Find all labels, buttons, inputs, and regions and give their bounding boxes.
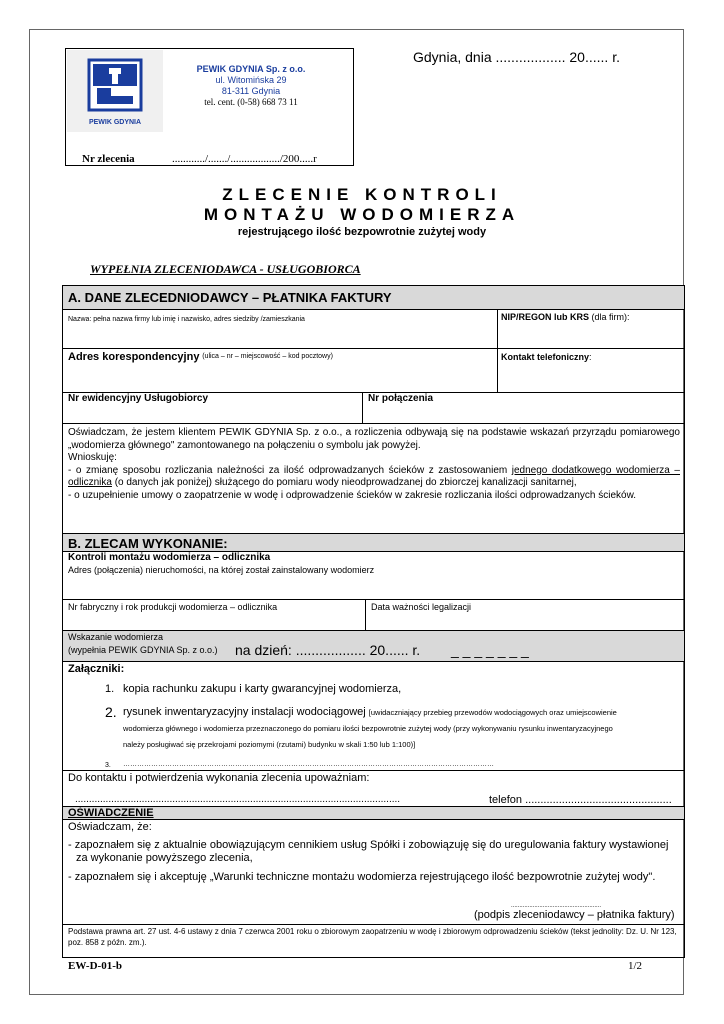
control-title: Kontroli montażu wodomierza – odlicznika <box>68 552 271 563</box>
divider <box>63 599 684 600</box>
contact-phone-field[interactable]: telefon ................................................ <box>489 794 672 806</box>
company-logo <box>67 50 163 132</box>
attachment-number: 1. <box>105 683 115 695</box>
declaration-item: za wykonanie powyższego zlecenia, <box>76 852 253 864</box>
control-subtitle: Adres (połączenia) nieruchomości, na której został zainstalowany wodomierz <box>68 565 375 575</box>
divider <box>63 924 684 925</box>
legalization-date-label: Data ważności legalizacji <box>371 602 472 612</box>
attachment-item: rysunek inwentaryzacyjny instalacji wodociągowej [uwidaczniający przebieg przewodów wodociągowych oraz umiejscowienie <box>123 706 617 718</box>
divider <box>63 348 684 349</box>
address-input[interactable] <box>64 364 496 390</box>
fill-instruction: WYPEŁNIA ZLECENIODAWCA - USŁUGOBIORCA <box>90 262 361 276</box>
page-number: 1/2 <box>628 960 643 972</box>
name-input[interactable] <box>64 323 496 347</box>
meter-reading-label: Wskazanie wodomierza <box>68 632 164 642</box>
company-street: ul. Witomińska 29 <box>215 75 287 85</box>
factory-number-label: Nr fabryczny i rok produkcji wodomierza – odlicznika <box>68 602 278 612</box>
signature-field[interactable]: ...................................................... <box>511 903 602 909</box>
property-address-input[interactable] <box>64 577 683 599</box>
phone-label: Kontakt telefoniczny: <box>501 352 592 362</box>
company-header-box <box>65 48 354 166</box>
document-title-line1: ZLECENIE KONTROLI <box>222 185 502 204</box>
meter-reading-date[interactable]: na dzień: .................. 20...... r. <box>235 642 421 658</box>
declaration-item: - zapoznałem się z aktualnie obowiązującym cennikiem usług Spółki i zobowiązuję się do uregulowania faktury wystawionej <box>68 839 669 851</box>
attachment-blank-field[interactable]: …………………………………………………………………………………………………………………………………………… <box>123 761 494 768</box>
document-title-line2: MONTAŻU WODOMIERZA <box>203 205 521 224</box>
connection-number-label: Nr połączenia <box>368 393 434 404</box>
form-code: EW-D-01-b <box>68 960 122 972</box>
contact-name-field[interactable]: ..................................................................................................................... <box>75 794 401 805</box>
company-address <box>166 64 336 108</box>
order-form <box>62 285 685 958</box>
company-city: 81-311 Gdynia <box>221 86 281 96</box>
divider <box>63 423 684 424</box>
divider <box>63 770 684 771</box>
attachments-title: Załączniki: <box>68 663 125 675</box>
divider <box>365 599 366 630</box>
attachment-note: wodomierza głównego i wodomierza przeznaczonego do pomiaru ilości bezpowrotnie zużytej wody (przy wykonywaniu rysunku inwentaryzacyjnego <box>123 724 613 733</box>
signature-label: (podpis zleceniodawcy – płatnika faktury) <box>474 909 675 921</box>
meter-reading-value[interactable]: _ _ _ _ _ _ _ <box>451 642 529 658</box>
evidence-number-label: Nr ewidencyjny Usługobiorcy <box>68 393 209 404</box>
declaration-heading-row <box>63 807 684 820</box>
declaration-intro: Oświadczam, że: <box>68 821 152 833</box>
legal-basis: Podstawa prawna art. 27 ust. 4-6 ustawy z dnia 7 czerwca 2001 roku o zbiorowym zaopatrzeniu w wodę i zbiorowym odprowadzeniu ścieków (tekst jednolity: Dz. U. Nr 123, poz. 858 z późn. zm.). <box>68 927 677 947</box>
nip-label: NIP/REGON lub KRS (dla firm): <box>501 312 630 322</box>
faucet-logo-icon <box>67 50 163 132</box>
divider <box>362 392 363 423</box>
section-a-heading: A. DANE ZLECEDNIODAWCY – PŁATNIKA FAKTURY <box>63 286 684 310</box>
declaration-text: Oświadczam, że jestem klientem PEWIK GDYNIA Sp. z o.o., a rozliczenia odbywają się na podstawie wskazań przyrządu pomiarowego „wodomierza głównego" zamontowanego na połączeniu o symbolu jak powyżej. Wnioskuję: - o zmianę sposobu rozliczania należności za ilość odprowadzanych ścieków z zastosowaniem jednego dodatkowego wodomierza – odlicznika (o danych jak poniżej) służącego do pomiaru wody nieodprowadzanej do zbiorczej kanalizacji sanitarnej, - o uzupełnienie umowy o zaopatrzenie w wodę i odprowadzenie ścieków w zakresie rozliczania ilości odprowadzanych ścieków. <box>68 427 680 501</box>
meter-reading-note: (wypełnia PEWIK GDYNIA Sp. z o.o.) <box>68 645 218 655</box>
declaration-heading: OŚWIADCZENIE <box>68 807 154 819</box>
divider <box>63 661 684 662</box>
attachment-item: kopia rachunku zakupu i karty gwarancyjnej wodomierza, <box>123 683 402 695</box>
attachment-number: 2. <box>105 704 117 720</box>
divider <box>497 310 498 392</box>
order-number-label: Nr zlecenia <box>82 153 135 165</box>
name-label: Nazwa: pełna nazwa firmy lub imię i nazwisko, adres siedziby /zamieszkania <box>68 316 305 323</box>
contact-label: Do kontaktu i potwierdzenia wykonania zlecenia upoważniam: <box>68 772 370 784</box>
company-phone: tel. cent. (0-58) 668 73 11 <box>204 97 298 107</box>
place-date-field[interactable]: Gdynia, dnia .................. 20...... r. <box>413 49 620 65</box>
declaration-item: - zapoznałem się i akceptuję „Warunki techniczne montażu wodomierza rejestrującego ilość bezpowrotnie zużytej wody". <box>68 871 656 883</box>
address-label: Adres korespondencyjny $^{(ulica - nr - miejscowość - kod pocztowy)}$ <box>68 351 333 363</box>
attachment-note: należy posługiwać się przekrojami poziomymi (rzutami) budynku w skali 1:50 lub 1:100)] <box>123 740 416 749</box>
attachment-number: 3. <box>105 762 111 769</box>
document-subtitle: rejestrującego ilość bezpowrotnie zużytej wody <box>237 226 487 238</box>
svg-text:PEWIK GDYNIA: PEWIK GDYNIA <box>88 119 142 126</box>
company-name: PEWIK GDYNIA Sp. z o.o. <box>196 64 306 74</box>
order-number-field[interactable]: ............/......./................../200.....r <box>172 153 317 165</box>
section-b-heading: B. ZLECAM WYKONANIE: <box>63 533 684 552</box>
